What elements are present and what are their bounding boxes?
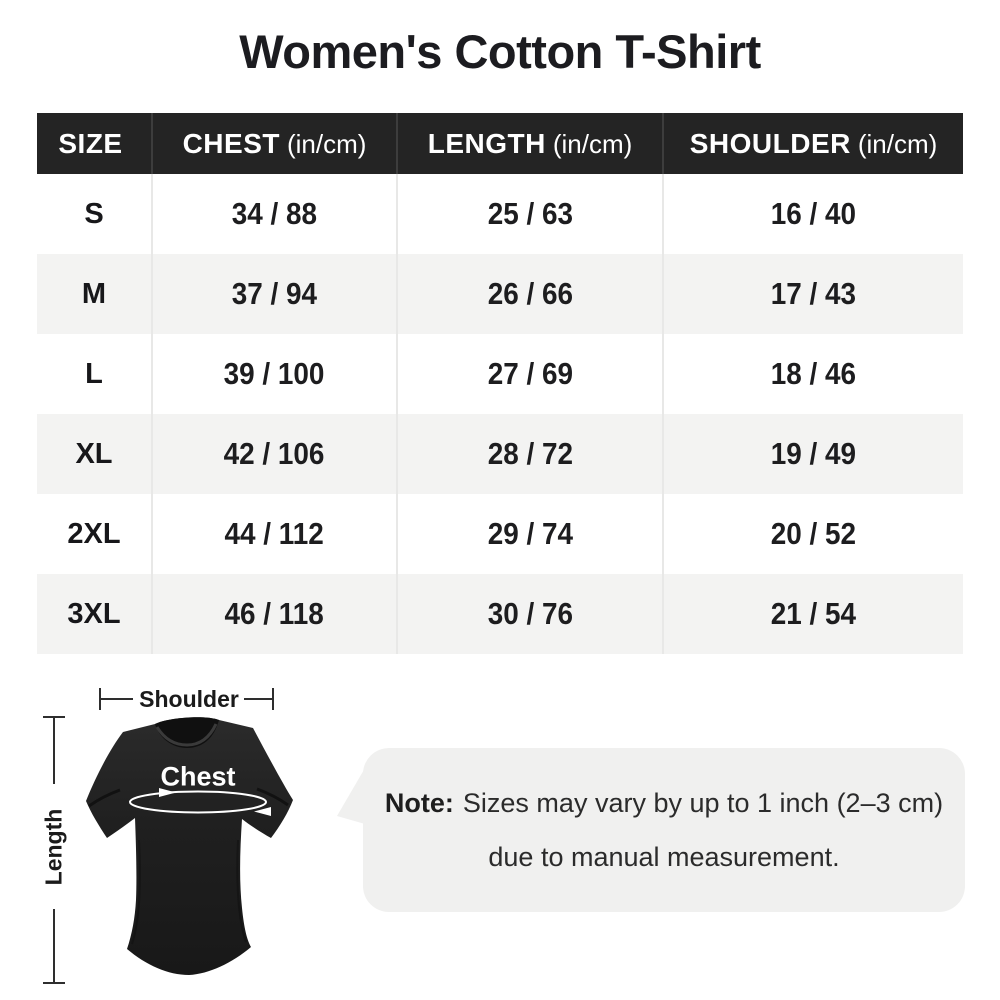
size-cell: 3XL bbox=[37, 574, 152, 654]
table-row-xl bbox=[37, 414, 963, 494]
note-bubble bbox=[363, 748, 965, 912]
shoulder-cell: 17 / 43 bbox=[663, 254, 963, 334]
size-table-body bbox=[37, 174, 963, 654]
size-cell: M bbox=[37, 254, 152, 334]
table-row-l bbox=[37, 334, 963, 414]
length-cell: 25 / 63 bbox=[397, 174, 663, 254]
chest-label: Chest bbox=[160, 761, 236, 792]
chest-cell: 34 / 88 bbox=[152, 174, 397, 254]
chest-cell: 37 / 94 bbox=[152, 254, 397, 334]
col-header-size: SIZE bbox=[37, 113, 152, 174]
shoulder-cell: 16 / 40 bbox=[663, 174, 963, 254]
shoulder-cell: 19 / 49 bbox=[663, 414, 963, 494]
length-cell: 27 / 69 bbox=[397, 334, 663, 414]
length-cell: 30 / 76 bbox=[397, 574, 663, 654]
note-text-line2: due to manual measurement. bbox=[488, 842, 840, 872]
shoulder-label: Shoulder bbox=[139, 686, 239, 712]
size-cell: XL bbox=[37, 414, 152, 494]
size-cell: L bbox=[37, 334, 152, 414]
note-prefix: Note: bbox=[384, 787, 454, 818]
note-body: Sizes may vary by up to 1 inch (2–3 cm) bbox=[462, 787, 944, 818]
table-row-2xl bbox=[37, 494, 963, 574]
chest-cell: 39 / 100 bbox=[152, 334, 397, 414]
table-header-row bbox=[37, 113, 963, 174]
chest-cell: 44 / 112 bbox=[152, 494, 397, 574]
tshirt-graphic bbox=[86, 717, 293, 975]
size-cell: 2XL bbox=[37, 494, 152, 574]
chest-cell: 46 / 118 bbox=[152, 574, 397, 654]
size-cell: S bbox=[37, 174, 152, 254]
shoulder-cell: 21 / 54 bbox=[663, 574, 963, 654]
length-cell: 28 / 72 bbox=[397, 414, 663, 494]
col-header-length: LENGTH (in/cm) bbox=[397, 113, 663, 174]
measurement-diagram bbox=[35, 680, 341, 1000]
length-cell: 26 / 66 bbox=[397, 254, 663, 334]
col-header-shoulder: SHOULDER (in/cm) bbox=[663, 113, 963, 174]
chest-cell: 42 / 106 bbox=[152, 414, 397, 494]
size-chart-table bbox=[37, 113, 963, 654]
shoulder-cell: 20 / 52 bbox=[663, 494, 963, 574]
shoulder-cell: 18 / 46 bbox=[663, 334, 963, 414]
table-row-m bbox=[37, 254, 963, 334]
tshirt-illustration bbox=[35, 680, 341, 1000]
col-header-chest: CHEST (in/cm) bbox=[152, 113, 397, 174]
table-row-3xl bbox=[37, 574, 963, 654]
length-label: Length bbox=[40, 808, 67, 886]
note-text-line1 bbox=[385, 787, 943, 819]
length-cell: 29 / 74 bbox=[397, 494, 663, 574]
note-bubble-tail bbox=[335, 768, 365, 826]
page-title: Women's Cotton T-Shirt bbox=[239, 25, 761, 78]
table-row-s bbox=[37, 174, 963, 254]
